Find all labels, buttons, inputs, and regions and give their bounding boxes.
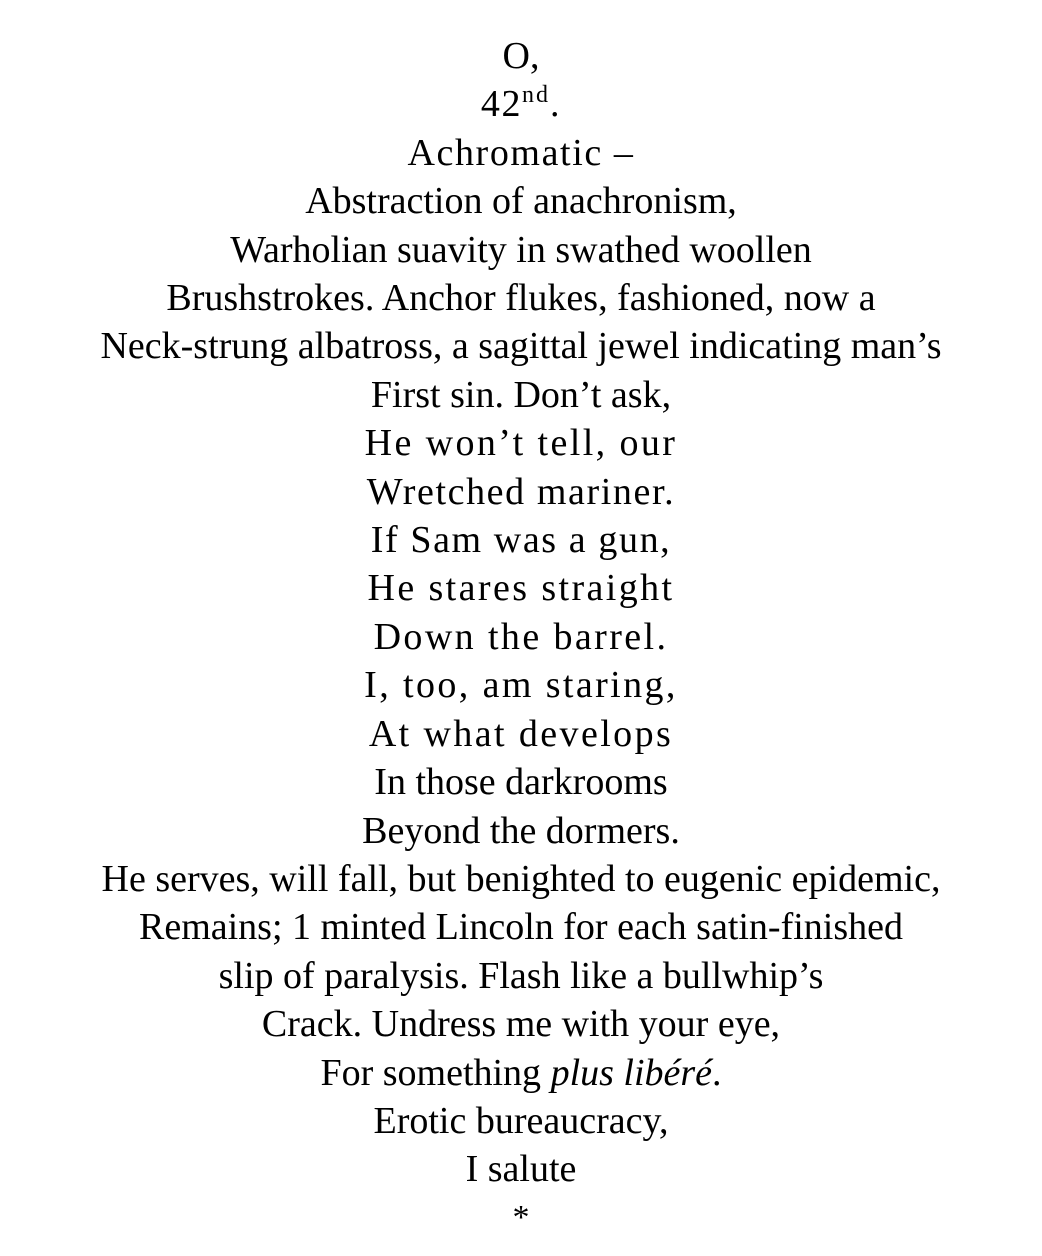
ordinal-number: 42	[480, 83, 523, 126]
poem-line: Achromatic –	[407, 131, 635, 174]
poem-line: In those darkrooms	[374, 761, 668, 804]
poem-line: I salute	[465, 1148, 577, 1191]
poem-line: If Sam was a gun,	[370, 519, 672, 562]
poem-line-ordinal	[0, 80, 1042, 128]
poem-line: First sin. Don’t ask,	[370, 373, 672, 416]
ordinal-suffix: nd	[522, 82, 551, 109]
poem-line: Erotic bureaucracy,	[373, 1099, 669, 1142]
italic-phrase: plus libéré	[550, 1051, 713, 1094]
poem-line: I, too, am staring,	[364, 664, 678, 707]
poem-line: Brushstrokes. Anchor flukes, fashioned, now a	[166, 277, 876, 320]
line-text: For something	[320, 1051, 551, 1094]
poem-line: He stares straight	[367, 567, 675, 610]
poem-line: Down the barrel.	[373, 615, 669, 658]
poem-line: Beyond the dormers.	[362, 809, 680, 852]
poem-line: Wretched mariner.	[366, 470, 676, 513]
section-asterisk: *	[512, 1198, 530, 1236]
poem	[0, 32, 1042, 1242]
poem-line: slip of paralysis. Flash like a bullwhip’s	[218, 954, 824, 997]
poem-line: Neck-strung albatross, a sagittal jewel indicating man’s	[100, 325, 942, 368]
poem-line-italic	[0, 1049, 1042, 1097]
poem-line: Remains; 1 minted Lincoln for each satin-finished	[138, 906, 904, 949]
line-end: .	[712, 1051, 722, 1094]
poem-line: He serves, will fall, but benighted to eugenic epidemic,	[101, 857, 941, 900]
poem-line: Crack. Undress me with your eye,	[261, 1003, 781, 1046]
poem-line: At what develops	[368, 712, 674, 755]
poem-line: Warholian suavity in swathed woollen	[230, 228, 812, 271]
poem-line: O,	[502, 35, 540, 77]
ordinal-period: .	[550, 83, 562, 126]
poem-line: He won’t tell, our	[364, 422, 678, 465]
poem-line: Abstraction of anachronism,	[305, 180, 737, 223]
